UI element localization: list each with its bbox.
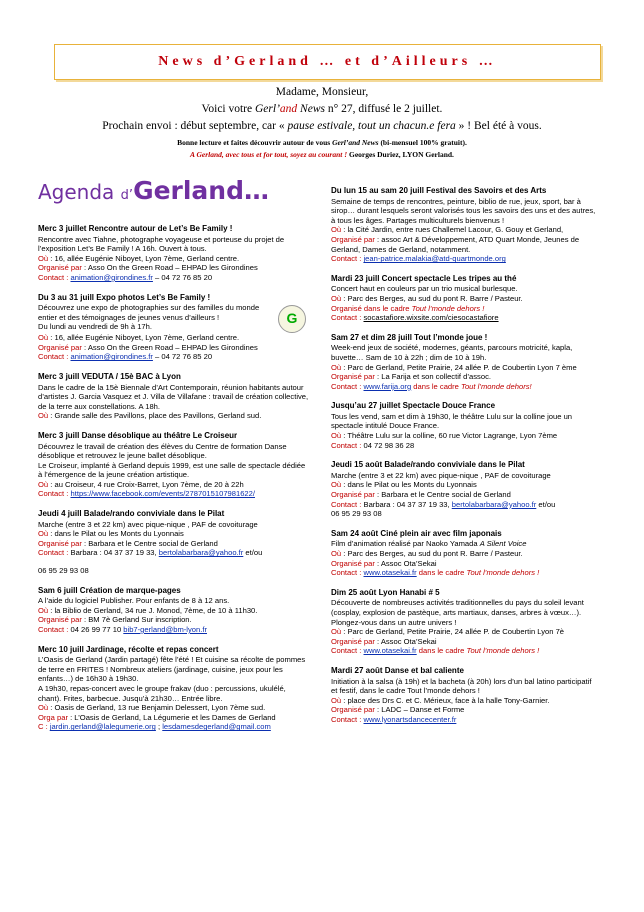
event-contact: Contact : 04 72 98 36 28 (331, 440, 415, 450)
event-contact: C : jardin.gerland@lalegumerie.org ; lesdamesdegerland@gmail.com (38, 722, 271, 732)
event-location: Où : Parc des Berges, au sud du pont R. Barre / Pasteur. (331, 549, 523, 558)
contact-link[interactable]: bertolabarbara@yahoo.fr (158, 548, 244, 558)
event-organizer: Organisé par : Assoc Ota’Sekai (331, 636, 437, 646)
event-contact: Contact : socastafiore.wixsite.com/ciesocastafiore (331, 313, 499, 323)
event-item (331, 401, 599, 450)
event-item (38, 586, 310, 635)
event-item (331, 186, 599, 264)
event-organizer: Organisé par : LADC – Danse et Forme (331, 705, 465, 715)
contact-link[interactable]: https://www.facebook.com/events/2787015107981622/ (70, 489, 255, 499)
event-item (38, 372, 310, 421)
event-contact: Contact : www.farija.org dans le cadre Tout l’monde dehors! (331, 381, 532, 391)
event-title: Sam 6 juill Création de marque-pages (38, 585, 181, 595)
event-title: Mardi 27 août Danse et bal caliente (331, 665, 464, 675)
event-contact: Contact : www.otasekai.fr dans le cadre Tout l’monde dehors ! (331, 568, 540, 578)
event-item (38, 645, 310, 732)
event-description: Découverte de nombreuses activités traditionnelles du pays du soleil levant (cosplay, explosion de pastèque, arts martiaux, danses, arbres à vœux…). Plongez-vous dans un autre univers ! (331, 598, 584, 627)
event-location: Où : 16, allée Eugénie Niboyet, Lyon 7ème, Gerland centre. (38, 333, 240, 343)
event-organizer: Organisé par : assoc Art & Développement, ATD Quart Monde, Jeunes de Gerland, Dames de Gerland, notamment. (331, 234, 580, 254)
contact-link[interactable]: animation@girondines.fr (70, 272, 153, 282)
event-item (331, 274, 599, 323)
event-organizer: Organisé par : Asso On the Green Road – EHPAD les Girondines (38, 342, 258, 352)
event-contact: Contact : animation@girondines.fr – 04 72 76 85 20 (38, 272, 213, 282)
contact-link[interactable]: jardin.gerland@lalegumerie.org (49, 722, 156, 732)
event-item (38, 509, 310, 576)
event-item (331, 460, 599, 519)
event-item (38, 293, 310, 362)
event-title: Jeudi 4 juill Balade/rando conviviale dans le Pilat (38, 509, 225, 519)
event-location: Où : Parc des Berges, au sud du pont R. Barre / Pasteur. (331, 293, 523, 303)
event-location: Où : la Cité Jardin, entre rues Challemel Lacour, G. Gouy et Gerland, (331, 225, 564, 235)
event-item (331, 529, 599, 578)
event-description: Semaine de temps de rencontres, peinture, biblio de rue, jeux, sport, bar à sirop… durant lesquels seront valorisés tous les savoirs des uns et des autres, à tous les âges. Partages multiculturels bienvenus ! (331, 196, 596, 225)
event-description: Initiation à la salsa (à 19h) et la bacheta (à 20h) lors d’un bal latino participatif et festif, dans le cadre Tout l’monde dehors ! (331, 676, 592, 696)
event-title: Merc 3 juillet Rencontre autour de Let’s Be Family ! (38, 224, 233, 233)
event-title: Mardi 23 juill Concert spectacle Les tripes au thé (331, 273, 517, 283)
contact-link[interactable]: www.lyonartsdancecenter.fr (363, 714, 457, 724)
event-contact: Contact : animation@girondines.fr – 04 72 76 85 20 (38, 352, 213, 362)
event-location: Où : Grande salle des Pavillons, place des Pavillons, Gerland sud. (38, 411, 262, 421)
contact-link[interactable]: www.otasekai.fr (363, 646, 417, 656)
event-item (331, 588, 599, 656)
reading-line: Bonne lecture et faites découvrir autour de vous Gerl’and News (bi-mensuel 100% gratuit). (177, 138, 467, 147)
event-organizer: Organisé dans le cadre Tout l’monde dehors ! (331, 303, 485, 313)
event-organizer: Organisé par : Barbara et le Centre social de Gerland (331, 490, 511, 500)
event-location: Où : Parc de Gerland, Petite Prairie, 24 allée P. de Coubertin Lyon 7 ème (331, 362, 577, 372)
event-organizer: Orga par : L’Oasis de Gerland, La Légumerie et les Dames de Gerland (38, 712, 276, 722)
event-title: Du 3 au 31 juill Expo photos Let’s Be Family ! (38, 292, 211, 302)
event-description: Découvrez une expo de photographies sur des familles du monde entier et des témoignages de jeunes venus d’ailleurs ! (38, 303, 260, 322)
event-description: Concert haut en couleurs par un trio musical burlesque. (331, 284, 518, 294)
event-title: Merc 3 juill Danse désoblique au théâtre Le Croiseur (38, 430, 238, 440)
event-location: Où : la Biblio de Gerland, 34 rue J. Monod, 7ème, de 10 à 11h30. (38, 605, 258, 615)
left-column (38, 176, 310, 742)
event-item (331, 666, 599, 725)
contact-link[interactable]: www.farija.org (363, 381, 412, 391)
right-column (331, 186, 599, 735)
event-contact: Contact : www.otasekai.fr dans le cadre Tout l’monde dehors ! (331, 646, 540, 656)
event-location: Où : dans le Pilat ou les Monts du Lyonnais (331, 480, 477, 490)
contact-link[interactable]: www.otasekai.fr (363, 568, 417, 578)
contact-website[interactable]: socastafiore.wixsite.com/ciesocastafiore (363, 313, 499, 323)
event-description: Dans le cadre de la 15è Biennale d’Art Contemporain, réunion habitants autour d’artistes J. Garcia Vasquez et J. Villa de Villafane : travail de création collective, de la terre aux constellations. A 18h. (38, 382, 309, 411)
banner-title: News d’Gerland … et d’Ailleurs … (158, 54, 497, 69)
contact-link[interactable]: bertolabarbara@yahoo.fr (451, 499, 537, 509)
event-location: Où : place des Drs C. et C. Mérieux, face à la halle Tony-Garnier. (331, 695, 550, 705)
event-description: Rencontre avec Tiahne, photographe voyageuse et porteuse du projet de l’exposition Let’s Be Family ! A 16h. Ouvert à tous. (38, 234, 285, 254)
event-contact: Contact : 04 26 99 77 10 bib7-gerland@bm-lyon.fr (38, 625, 207, 634)
event-title: Sam 24 août Ciné plein air avec film japonais (331, 528, 502, 538)
agenda-title: Agenda d’Gerland… (38, 176, 269, 205)
event-item (38, 431, 310, 499)
event-contact: Contact : jean-patrice.malakia@atd-quartmonde.org (331, 254, 506, 264)
event-location: Où : Théâtre Lulu sur la colline, 60 rue Victor Lagrange, Lyon 7ème (331, 431, 558, 441)
event-organizer: Organisé par : BM 7è Gerland Sur inscription. (38, 615, 192, 625)
event-hours: Du lundi au vendredi de 9h à 17h. (38, 322, 152, 332)
event-title: Jusqu’au 27 juillet Spectacle Douce France (331, 401, 496, 411)
event-title: Merc 10 juill Jardinage, récolte et repas concert (38, 644, 219, 654)
event-title: Merc 3 juill VEDUTA / 15è BAC à Lyon (38, 371, 181, 381)
event-description: Marche (entre 3 et 22 km) avec pique-nique , PAF de covoiturage (331, 470, 551, 480)
event-description: A l’aide du logiciel Publisher. Pour enfants de 8 à 12 ans. (38, 596, 230, 606)
quote-line: A Gerland, avec tous et for tout, soyez au courant ! Georges Duriez, LYON Gerland. (190, 150, 454, 159)
event-contact: Contact : www.lyonartsdancecenter.fr (331, 714, 457, 724)
event-contact: Contact : https://www.facebook.com/events/2787015107981622/ (38, 489, 255, 499)
event-organizer: Organisé par : Asso On the Green Road – EHPAD les Girondines (38, 263, 258, 273)
event-title: Sam 27 et dim 28 juill Tout l’monde joue ! (331, 332, 488, 342)
event-title: Du lun 15 au sam 20 juill Festival des Savoirs et des Arts (331, 186, 547, 195)
event-organizer: Organisé par : La Farija et son collectif d’assoc. (331, 372, 491, 382)
newsletter-banner (54, 44, 601, 80)
event-description-extra: A 19h30, repas-concert avec le groupe frakav (duo : percussions, ukulélé, chant). Frites, barbecue. Jusqu’à 21h30… Entrée libre. (38, 683, 286, 703)
event-location: Où : Oasis de Gerland, 13 rue Benjamin Delessert, Lyon 7ème sud. (38, 703, 266, 713)
event-item (331, 333, 599, 392)
event-phone: 06 95 29 93 08 (331, 509, 382, 519)
event-description: L’Oasis de Gerland (Jardin partagé) fête l’été ! Et cuisine sa récolte de pommes de terre en FRITES ! Nombreux ateliers (jardinage, cuisine, jeux pour les enfants…) de 16h30 à 19h30. (38, 655, 306, 684)
contact-link[interactable]: animation@girondines.fr (70, 352, 153, 362)
expo-logo: G (278, 305, 306, 333)
event-description: Week-end jeux de société, modernes, géants, parcours motricité, kapla, buvette… Sam de 10 à 22h ; dim de 10 à 19h. (331, 343, 573, 362)
issue-line: Voici votre Gerl’and News n° 27, diffusé le 2 juillet. (201, 103, 443, 115)
contact-link-2[interactable]: lesdamesdegerland@gmail.com (162, 722, 271, 732)
event-location: Où : dans le Pilat ou les Monts du Lyonnais (38, 529, 184, 539)
next-issue-line: Prochain envoi : début septembre, car « pause estivale, tout un chacun.e fera » ! Bel été à vous. (102, 120, 542, 132)
event-title: Jeudi 15 août Balade/rando conviviale dans le Pilat (331, 460, 525, 470)
event-title: Dim 25 août Lyon Hanabi # 5 (331, 587, 440, 597)
event-contact: Contact : Barbara : 04 37 37 19 33, bertolabarbara@yahoo.fr et/ou (38, 548, 263, 558)
contact-link[interactable]: jean-patrice.malakia@atd-quartmonde.org (363, 254, 506, 264)
event-description: Marche (entre 3 et 22 km) avec pique-nique , PAF de covoiturage (38, 519, 258, 529)
event-description-extra: Le Croiseur, implanté à Gerland depuis 1999, est une salle de spectacle dédiée à l’émergence de la jeune création artistique. (38, 460, 306, 480)
contact-link[interactable]: bib7-gerland@bm-lyon.fr (123, 625, 207, 634)
event-organizer: Organisé par : Barbara et le Centre social de Gerland (38, 538, 218, 548)
event-location: Où : Parc de Gerland, Petite Prairie, 24 allée P. de Coubertin Lyon 7è (331, 627, 565, 637)
event-description: Découvrez le travail de création des élèves du Centre de formation Danse désoblique et retrouvez le jeune ballet désoblique. (38, 441, 287, 461)
event-location: Où : au Croiseur, 4 rue Croix-Barret, Lyon 7ème, de 20 à 22h (38, 479, 244, 489)
event-phone: 06 95 29 93 08 (38, 566, 89, 576)
event-description: Tous les vend, sam et dim à 19h30, le théâtre Lulu sur la colline joue un spectacle intitulé Douce France. (331, 411, 573, 431)
event-location: Où : 16, allée Eugénie Niboyet, Lyon 7ème, Gerland centre. (38, 253, 240, 263)
event-contact: Contact : Barbara : 04 37 37 19 33, bertolabarbara@yahoo.fr et/ou (331, 499, 556, 509)
event-organizer: Organisé par : Assoc Ota’Sekai (331, 558, 437, 568)
greeting: Madame, Monsieur, (275, 86, 369, 98)
event-description: Film d’animation réalisé par Naoko Yamada A Silent Voice (331, 539, 527, 549)
event-item (38, 224, 310, 283)
